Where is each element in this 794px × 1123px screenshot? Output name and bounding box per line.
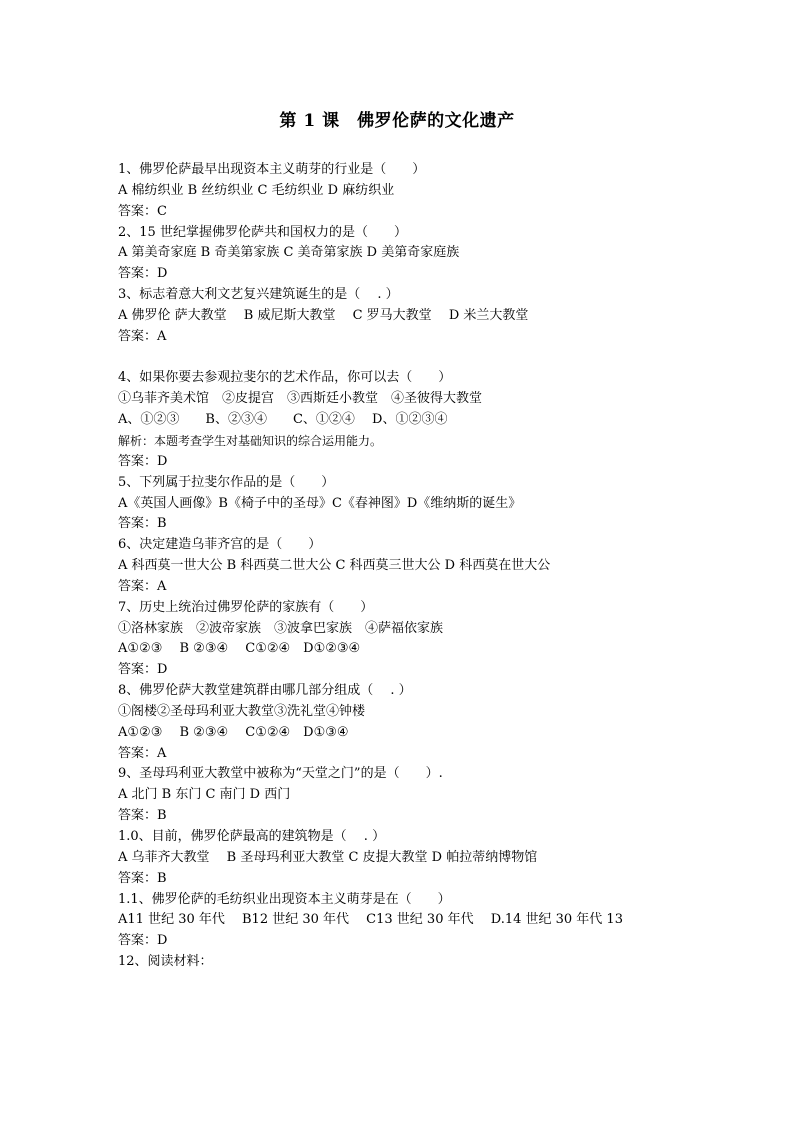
question-4-items: ①乌菲齐美术馆 ②皮提宫 ③西斯廷小教堂 ④圣彼得大教堂	[118, 391, 483, 407]
question-6-answer: 答案：A	[118, 578, 167, 594]
question-10: 1.0、目前，佛罗伦萨最高的建筑物是（ . ）	[118, 829, 386, 844]
question-4-options: A、①②③ B、②③④ C、①②④ D、①②③④	[118, 412, 448, 428]
question-5-options: A《英国人画像》B《椅子中的圣母》C《春神图》D《维纳斯的诞生》	[118, 495, 522, 511]
question-1: 1、佛罗伦萨最早出现资本主义萌芽的行业是（ ）	[118, 162, 426, 177]
question-list	[118, 160, 758, 973]
question-4-answer: 答案：D	[118, 453, 168, 469]
question-7-items: ①洛林家族 ②波帝家族 ③波拿巴家族 ④萨福依家族	[118, 620, 444, 636]
question-5-answer: 答案：B	[118, 516, 167, 532]
blank-line	[118, 348, 758, 369]
question-7: 7、历史上统治过佛罗伦萨的家族有（ ）	[118, 599, 374, 615]
question-1-answer: 答案：C	[118, 203, 167, 219]
question-2-answer: 答案：D	[118, 266, 168, 282]
page-title: 第 1 课 佛罗伦萨的文化遗产	[279, 111, 515, 131]
question-6-options: A 科西莫一世大公 B 科西莫二世大公 C 科西莫三世大公 D 科西莫在世大公	[118, 558, 551, 574]
question-4: 4、如果你要去参观拉斐尔的艺术作品，你可以去（ ）	[118, 370, 452, 386]
question-11-answer: 答案：D	[118, 933, 168, 949]
question-6: 6、决定建造乌菲齐宫的是（ ）	[118, 537, 322, 553]
question-3-options: A 佛罗伦 萨大教堂 B 威尼斯大教堂 C 罗马大教堂 D 米兰大教堂	[118, 307, 529, 323]
question-7-options: A①②③ B ②③④ C①②④ D①②③④	[118, 641, 361, 657]
question-3-answer: 答案：A	[118, 328, 167, 344]
question-1-options: A 棉纺织业 B 丝纺织业 C 毛纺织业 D 麻纺织业	[118, 182, 395, 198]
question-11: 1.1、佛罗伦萨的毛纺织业出现资本主义萌芽是在（ ）	[118, 891, 451, 907]
question-8-options: A①②③ B ②③④ C①②④ D①③④	[118, 724, 349, 740]
question-8: 8、佛罗伦萨大教堂建筑群由哪几部分组成（ . ）	[118, 683, 412, 699]
question-9-answer: 答案：B	[118, 808, 167, 824]
question-10-options: A 乌菲齐大教堂 B 圣母玛利亚大教堂 C 皮提大教堂 D 帕拉蒂纳博物馆	[118, 849, 538, 865]
question-2-options: A 第美奇家庭 B 奇美第家族 C 美奇第家族 D 美第奇家庭族	[118, 245, 460, 261]
question-3: 3、标志着意大利文艺复兴建筑诞生的是（ . ）	[118, 287, 399, 303]
question-10-answer: 答案：B	[118, 870, 167, 886]
question-4-analysis: 解析：本题考查学生对基础知识的综合运用能力。	[118, 433, 383, 448]
question-11-options: A11 世纪 30 年代 B12 世纪 30 年代 C13 世纪 30 年代 D.14 世纪 30 年代 13	[118, 912, 623, 928]
question-9: 9、圣母玛利亚大教堂中被称为“天堂之门”的是（ ）.	[118, 766, 443, 782]
question-2: 2、15 世纪掌握佛罗伦萨共和国权力的是（ ）	[118, 224, 407, 240]
question-12: 12、阅读材料：	[118, 954, 213, 970]
question-9-options: A 北门 B 东门 C 南门 D 西门	[118, 787, 291, 803]
question-8-answer: 答案：A	[118, 745, 167, 761]
question-5: 5、下列属于拉斐尔作品的是（ ）	[118, 474, 335, 490]
question-7-answer: 答案：D	[118, 662, 168, 678]
question-8-items: ①阁楼②圣母玛利亚大教堂③洗礼堂④钟楼	[118, 703, 366, 719]
